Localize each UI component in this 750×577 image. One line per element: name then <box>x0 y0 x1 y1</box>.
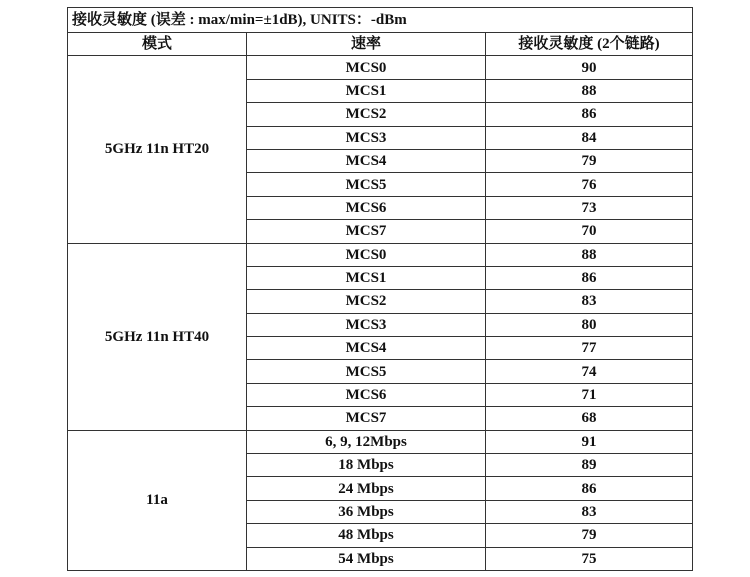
rate-cell: MCS5 <box>247 173 486 196</box>
sensitivity-cell: 90 <box>486 56 693 79</box>
table-row <box>68 243 693 266</box>
sensitivity-cell: 83 <box>486 500 693 523</box>
sensitivity-cell: 79 <box>486 524 693 547</box>
rate-cell: MCS4 <box>247 337 486 360</box>
sensitivity-cell: 84 <box>486 126 693 149</box>
header-sensitivity: 接收灵敏度 (2个链路) <box>486 33 693 56</box>
header-rate: 速率 <box>247 33 486 56</box>
rate-cell: 36 Mbps <box>247 500 486 523</box>
header-mode: 模式 <box>68 33 247 56</box>
sensitivity-cell: 77 <box>486 337 693 360</box>
sensitivity-cell: 88 <box>486 79 693 102</box>
title-row <box>68 8 693 33</box>
rate-cell: MCS3 <box>247 313 486 336</box>
sensitivity-cell: 71 <box>486 383 693 406</box>
sensitivity-cell: 70 <box>486 220 693 243</box>
header-row <box>68 33 693 56</box>
rate-cell: MCS2 <box>247 103 486 126</box>
table-row <box>68 56 693 79</box>
rate-cell: MCS4 <box>247 149 486 172</box>
mode-cell: 5GHz 11n HT20 <box>68 56 247 243</box>
rate-cell: 48 Mbps <box>247 524 486 547</box>
rate-cell: MCS1 <box>247 266 486 289</box>
sensitivity-cell: 88 <box>486 243 693 266</box>
sensitivity-cell: 91 <box>486 430 693 453</box>
mode-cell: 5GHz 11n HT40 <box>68 243 247 430</box>
sensitivity-cell: 75 <box>486 547 693 570</box>
rate-cell: MCS7 <box>247 407 486 430</box>
rate-cell: 6, 9, 12Mbps <box>247 430 486 453</box>
rate-cell: MCS5 <box>247 360 486 383</box>
sensitivity-cell: 68 <box>486 407 693 430</box>
sensitivity-cell: 76 <box>486 173 693 196</box>
rate-cell: MCS3 <box>247 126 486 149</box>
rate-cell: 18 Mbps <box>247 454 486 477</box>
rate-cell: MCS6 <box>247 383 486 406</box>
rate-cell: 54 Mbps <box>247 547 486 570</box>
rate-cell: MCS6 <box>247 196 486 219</box>
rate-cell: MCS1 <box>247 79 486 102</box>
sensitivity-cell: 86 <box>486 266 693 289</box>
table-body <box>68 8 693 571</box>
sensitivity-cell: 73 <box>486 196 693 219</box>
mode-cell: 11a <box>68 430 247 570</box>
rate-cell: MCS7 <box>247 220 486 243</box>
table-title: 接收灵敏度 (误差 : max/min=±1dB), UNITS：-dBm <box>68 8 693 33</box>
sensitivity-cell: 79 <box>486 149 693 172</box>
rate-cell: 24 Mbps <box>247 477 486 500</box>
rate-cell: MCS0 <box>247 243 486 266</box>
table-row <box>68 430 693 453</box>
rate-cell: MCS0 <box>247 56 486 79</box>
rate-cell: MCS2 <box>247 290 486 313</box>
sensitivity-cell: 74 <box>486 360 693 383</box>
sensitivity-cell: 86 <box>486 477 693 500</box>
sensitivity-cell: 80 <box>486 313 693 336</box>
sensitivity-cell: 86 <box>486 103 693 126</box>
sensitivity-table <box>67 7 693 571</box>
sensitivity-cell: 89 <box>486 454 693 477</box>
sensitivity-cell: 83 <box>486 290 693 313</box>
